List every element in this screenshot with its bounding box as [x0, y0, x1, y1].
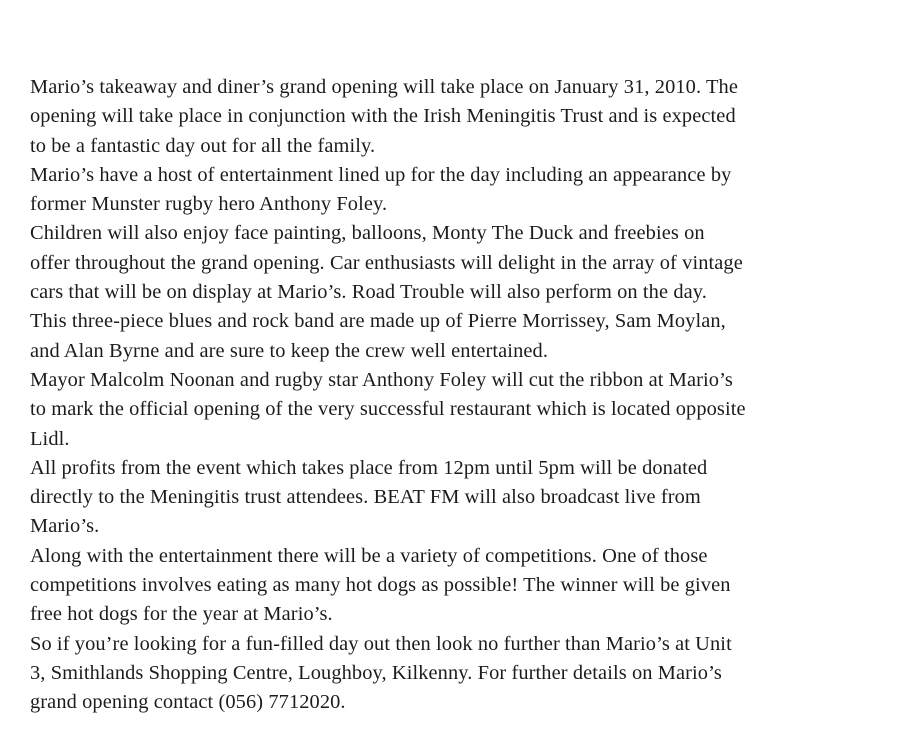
- article-line: grand opening contact (056) 7712020.: [30, 691, 346, 714]
- article-line: Mayor Malcolm Noonan and rugby star Anthony Foley will cut the ribbon at Mario’s: [30, 368, 733, 391]
- article-line: to be a fantastic day out for all the family.: [30, 134, 376, 157]
- article-line: 3, Smithlands Shopping Centre, Loughboy, Kilkenny. For further details on Mario’s: [30, 661, 722, 684]
- article-line: Along with the entertainment there will be a variety of competitions. One of those: [30, 544, 708, 567]
- article-line: Lidl.: [30, 427, 70, 450]
- article-line: former Munster rugby hero Anthony Foley.: [30, 193, 388, 216]
- article-line: This three-piece blues and rock band are made up of Pierre Morrissey, Sam Moylan,: [30, 310, 726, 333]
- article-line: So if you’re looking for a fun-filled day out then look no further than Mario’s at Unit: [30, 632, 732, 655]
- article-line: offer throughout the grand opening. Car enthusiasts will delight in the array of vintage: [30, 251, 743, 274]
- article-line: and Alan Byrne and are sure to keep the crew well entertained.: [30, 339, 549, 362]
- article-line: All profits from the event which takes place from 12pm until 5pm will be donated: [30, 456, 708, 479]
- article-line: Mario’s.: [30, 515, 100, 538]
- article-line: directly to the Meningitis trust attendees. BEAT FM will also broadcast live from: [30, 486, 701, 509]
- article-line: opening will take place in conjunction with the Irish Meningitis Trust and is expected: [30, 105, 736, 128]
- article-line: competitions involves eating as many hot dogs as possible! The winner will be given: [30, 574, 731, 597]
- article-line: free hot dogs for the year at Mario’s.: [30, 603, 333, 626]
- article-line: Children will also enjoy face painting, balloons, Monty The Duck and freebies on: [30, 222, 705, 245]
- article-line: Mario’s takeaway and diner’s grand opening will take place on January 31, 2010. The: [30, 76, 738, 98]
- article-text: [30, 73, 892, 718]
- article-line: to mark the official opening of the very successful restaurant which is located opposite: [30, 398, 746, 421]
- article-line: Mario’s have a host of entertainment lined up for the day including an appearance by: [30, 163, 732, 186]
- article-line: cars that will be on display at Mario’s. Road Trouble will also perform on the day.: [30, 281, 707, 304]
